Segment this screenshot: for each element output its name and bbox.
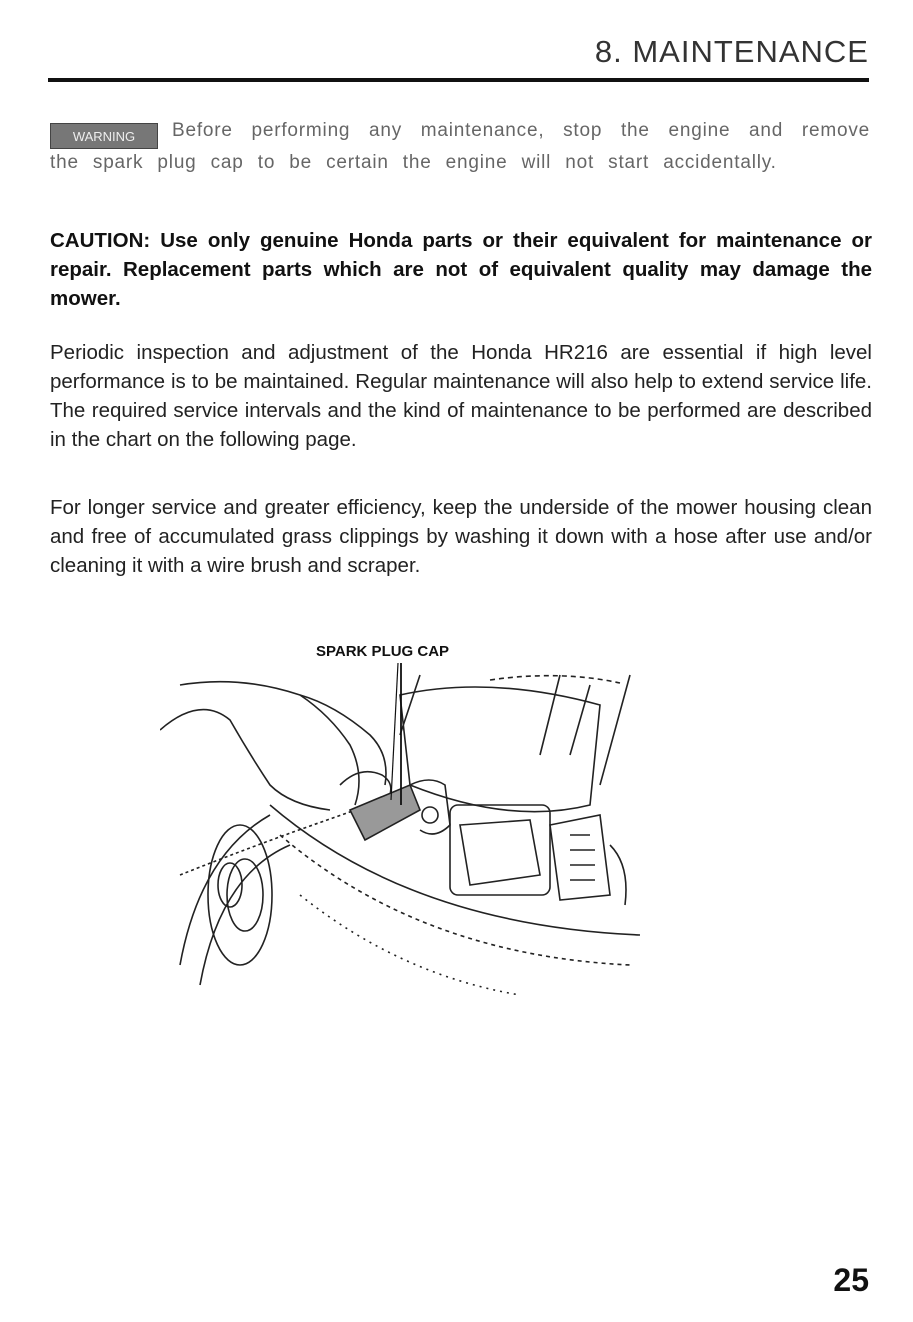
paragraph-cleaning: For longer service and greater efficiency, keep the underside of the mower housing clean and free of accumulated grass clippings by washing it down with a hose after use and/or cleaning it with a wire brush and scraper. xyxy=(50,496,872,577)
paragraph-inspection: Periodic inspection and adjustment of the Honda HR216 are essential if high level performance is to be maintained. Regular maintenance will also help to extend service life. The required service intervals and the kind of maintenance to be performed are described in the chart on the following page. xyxy=(50,341,872,451)
section-title: 8. MAINTENANCE xyxy=(594,34,869,69)
caution-text: CAUTION: Use only genuine Honda parts or their equivalent for maintenance or repair. Replacement parts which are not of equivalent quality may damage the mower. xyxy=(50,229,872,310)
spark-plug-cap-illustration xyxy=(160,635,660,1015)
header-rule xyxy=(48,78,869,82)
warning-badge-icon: WARNING xyxy=(50,123,158,149)
figure-label: SPARK PLUG CAP xyxy=(316,643,450,660)
page-number: 25 xyxy=(833,1262,869,1298)
warning-text: Before performing any maintenance, stop the engine and remove the spark plug cap to be certain the engine will not start accidentally. xyxy=(50,120,870,173)
warning-block xyxy=(50,117,870,177)
